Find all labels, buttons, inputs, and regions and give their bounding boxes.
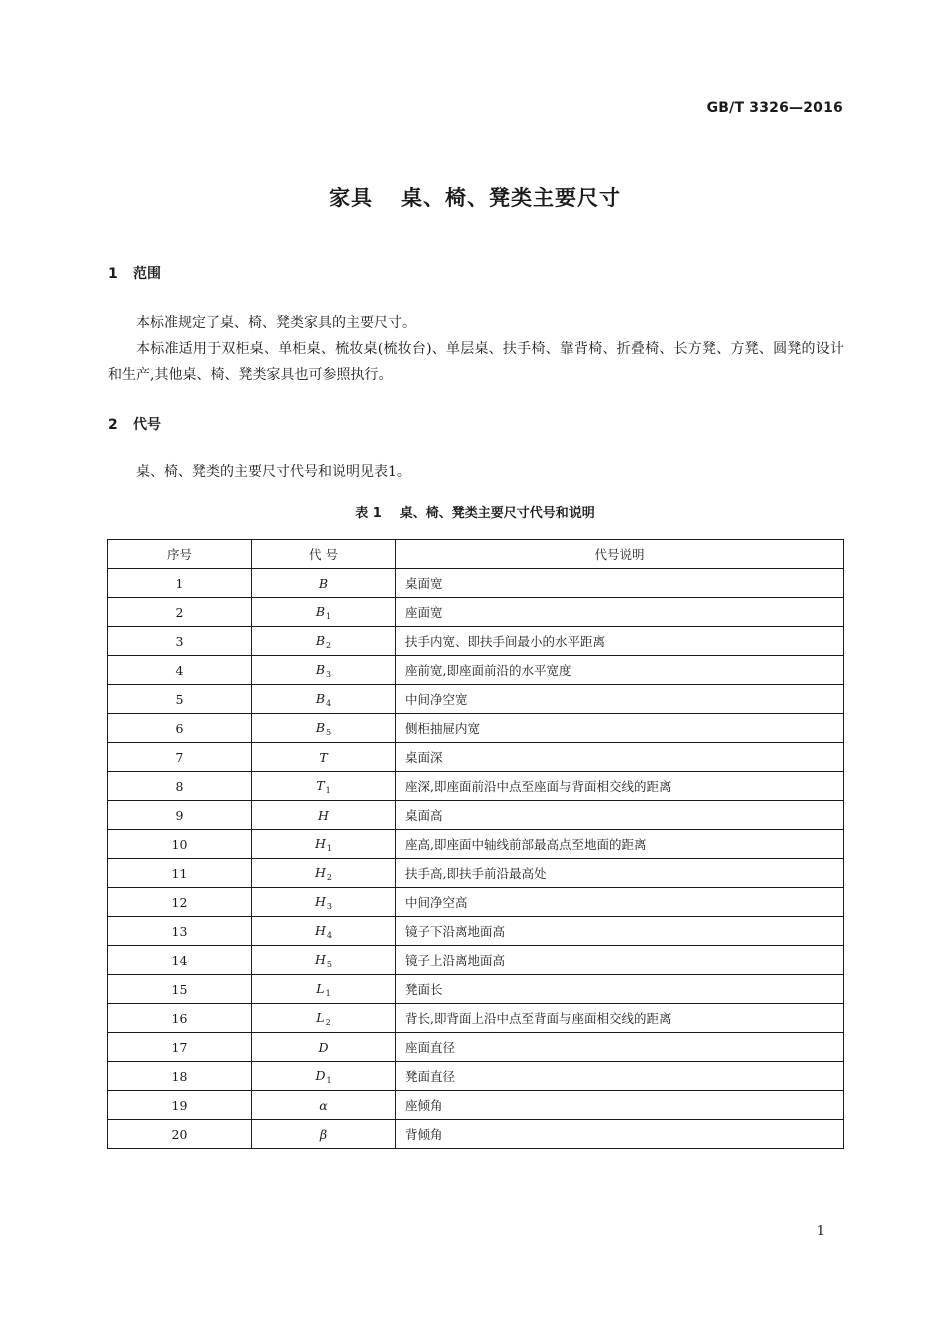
table-body xyxy=(108,569,844,1149)
section-1-paragraph-1: 本标准规定了桌、椅、凳类家具的主要尺寸。 xyxy=(136,315,416,331)
table-caption-text: 桌、椅、凳类主要尺寸代号和说明 xyxy=(399,506,595,521)
table-row xyxy=(108,830,844,859)
row-description: 扶手高,即扶手前沿最高处 xyxy=(396,859,844,888)
row-seq: 17 xyxy=(108,1033,252,1062)
code-symbol: B xyxy=(315,690,326,706)
row-code xyxy=(252,743,396,772)
row-description: 中间净空高 xyxy=(396,888,844,917)
section-1-title: 范围 xyxy=(133,266,161,282)
code-subscript: 3 xyxy=(326,901,332,911)
header-description: 代号说明 xyxy=(396,540,844,569)
row-description: 凳面直径 xyxy=(396,1062,844,1091)
row-seq: 10 xyxy=(108,830,252,859)
section-1-number: 1 xyxy=(108,266,118,282)
row-code xyxy=(252,888,396,917)
row-seq: 15 xyxy=(108,975,252,1004)
section-2-title: 代号 xyxy=(133,417,161,433)
row-code xyxy=(252,1004,396,1033)
table-row xyxy=(108,714,844,743)
code-symbol: H xyxy=(315,893,326,909)
code-subscript: 2 xyxy=(326,872,332,882)
table-row xyxy=(108,685,844,714)
row-seq: 9 xyxy=(108,801,252,830)
row-seq: 20 xyxy=(108,1120,252,1149)
document-title xyxy=(0,182,950,212)
section-1-paragraph-2: 本标准适用于双柜桌、单柜桌、梳妆桌(梳妆台)、单层桌、扶手椅、靠背椅、折叠椅、长方凳、方凳、圆凳的设计和生产,其他桌、椅、凳类家具也可参照执行。 xyxy=(108,341,844,383)
table-row xyxy=(108,569,844,598)
table-row xyxy=(108,1004,844,1033)
code-subscript: 1 xyxy=(325,988,331,998)
row-description: 镜子下沿离地面高 xyxy=(396,917,844,946)
code-symbol: H xyxy=(315,835,326,851)
title-part-1: 家具 xyxy=(329,186,373,210)
code-subscript: 1 xyxy=(325,785,331,795)
section-2-number: 2 xyxy=(108,417,118,433)
row-seq: 18 xyxy=(108,1062,252,1091)
table-caption xyxy=(0,502,950,521)
row-description: 座深,即座面前沿中点至座面与背面相交线的距离 xyxy=(396,772,844,801)
row-description: 背倾角 xyxy=(396,1120,844,1149)
table-row xyxy=(108,917,844,946)
code-symbol: H xyxy=(318,807,329,823)
code-symbol: D xyxy=(318,1039,329,1055)
code-subscript: 5 xyxy=(326,959,332,969)
code-subscript: 2 xyxy=(326,640,332,650)
section-2-paragraph-1: 桌、椅、凳类的主要尺寸代号和说明见表1。 xyxy=(136,464,411,480)
row-seq: 2 xyxy=(108,598,252,627)
row-seq: 5 xyxy=(108,685,252,714)
page-number: 1 xyxy=(816,1224,825,1239)
row-code xyxy=(252,1120,396,1149)
code-symbol: H xyxy=(315,864,326,880)
code-symbol: B xyxy=(315,719,326,735)
code-symbol: H xyxy=(315,951,326,967)
row-description: 座面直径 xyxy=(396,1033,844,1062)
section-2-heading xyxy=(108,414,161,434)
table-header-row xyxy=(108,540,844,569)
row-code xyxy=(252,569,396,598)
table-row xyxy=(108,859,844,888)
row-code xyxy=(252,946,396,975)
table-row xyxy=(108,1062,844,1091)
table-row xyxy=(108,656,844,685)
row-description: 桌面深 xyxy=(396,743,844,772)
row-seq: 3 xyxy=(108,627,252,656)
row-code xyxy=(252,656,396,685)
row-description: 凳面长 xyxy=(396,975,844,1004)
row-seq: 16 xyxy=(108,1004,252,1033)
code-symbol: α xyxy=(319,1097,328,1113)
header-seq: 序号 xyxy=(108,540,252,569)
row-seq: 14 xyxy=(108,946,252,975)
row-seq: 1 xyxy=(108,569,252,598)
row-description: 座面宽 xyxy=(396,598,844,627)
row-description: 中间净空宽 xyxy=(396,685,844,714)
code-subscript: 3 xyxy=(326,669,332,679)
code-symbol: T xyxy=(316,777,325,793)
code-symbol: L xyxy=(316,980,325,996)
row-description: 座高,即座面中轴线前部最高点至地面的距离 xyxy=(396,830,844,859)
code-subscript: 4 xyxy=(326,698,332,708)
row-code xyxy=(252,975,396,1004)
row-code xyxy=(252,1033,396,1062)
code-symbol: B xyxy=(318,575,329,591)
row-code xyxy=(252,598,396,627)
row-code xyxy=(252,714,396,743)
table-row xyxy=(108,743,844,772)
code-symbol: T xyxy=(319,749,328,765)
code-symbol: B xyxy=(315,661,326,677)
code-symbol: L xyxy=(316,1009,325,1025)
row-description: 桌面宽 xyxy=(396,569,844,598)
code-symbol: B xyxy=(315,603,326,619)
row-seq: 11 xyxy=(108,859,252,888)
row-code xyxy=(252,1062,396,1091)
row-seq: 4 xyxy=(108,656,252,685)
row-code xyxy=(252,801,396,830)
code-symbol: β xyxy=(319,1126,328,1142)
table-row xyxy=(108,1091,844,1120)
row-code xyxy=(252,685,396,714)
row-description: 侧柜抽屉内宽 xyxy=(396,714,844,743)
table-row xyxy=(108,946,844,975)
code-symbol: D xyxy=(315,1067,326,1083)
table-row xyxy=(108,801,844,830)
row-description: 座倾角 xyxy=(396,1091,844,1120)
row-code xyxy=(252,917,396,946)
table-row xyxy=(108,1120,844,1149)
section-1-heading xyxy=(108,263,161,283)
table-row xyxy=(108,888,844,917)
table-caption-number: 表 1 xyxy=(355,506,382,521)
row-description: 背长,即背面上沿中点至背面与座面相交线的距离 xyxy=(396,1004,844,1033)
row-code xyxy=(252,830,396,859)
row-seq: 13 xyxy=(108,917,252,946)
row-seq: 7 xyxy=(108,743,252,772)
code-symbol: B xyxy=(315,632,326,648)
row-seq: 6 xyxy=(108,714,252,743)
row-code xyxy=(252,772,396,801)
code-subscript: 5 xyxy=(326,727,332,737)
row-seq: 8 xyxy=(108,772,252,801)
code-subscript: 2 xyxy=(325,1017,331,1027)
code-subscript: 1 xyxy=(326,843,332,853)
row-seq: 12 xyxy=(108,888,252,917)
row-seq: 19 xyxy=(108,1091,252,1120)
standard-code: GB/T 3326—2016 xyxy=(706,100,843,116)
table-row xyxy=(108,627,844,656)
code-subscript: 1 xyxy=(326,611,332,621)
dimension-code-table xyxy=(107,539,844,1149)
row-description: 桌面高 xyxy=(396,801,844,830)
title-part-2: 桌、椅、凳类主要尺寸 xyxy=(401,186,621,210)
header-code: 代 号 xyxy=(252,540,396,569)
row-code xyxy=(252,859,396,888)
row-code xyxy=(252,627,396,656)
row-code xyxy=(252,1091,396,1120)
row-description: 扶手内宽、即扶手间最小的水平距离 xyxy=(396,627,844,656)
row-description: 座前宽,即座面前沿的水平宽度 xyxy=(396,656,844,685)
code-symbol: H xyxy=(315,922,326,938)
table-row xyxy=(108,975,844,1004)
code-subscript: 4 xyxy=(326,930,332,940)
table-row xyxy=(108,772,844,801)
table-row xyxy=(108,1033,844,1062)
row-description: 镜子上沿离地面高 xyxy=(396,946,844,975)
code-subscript: 1 xyxy=(326,1075,332,1085)
table-row xyxy=(108,598,844,627)
